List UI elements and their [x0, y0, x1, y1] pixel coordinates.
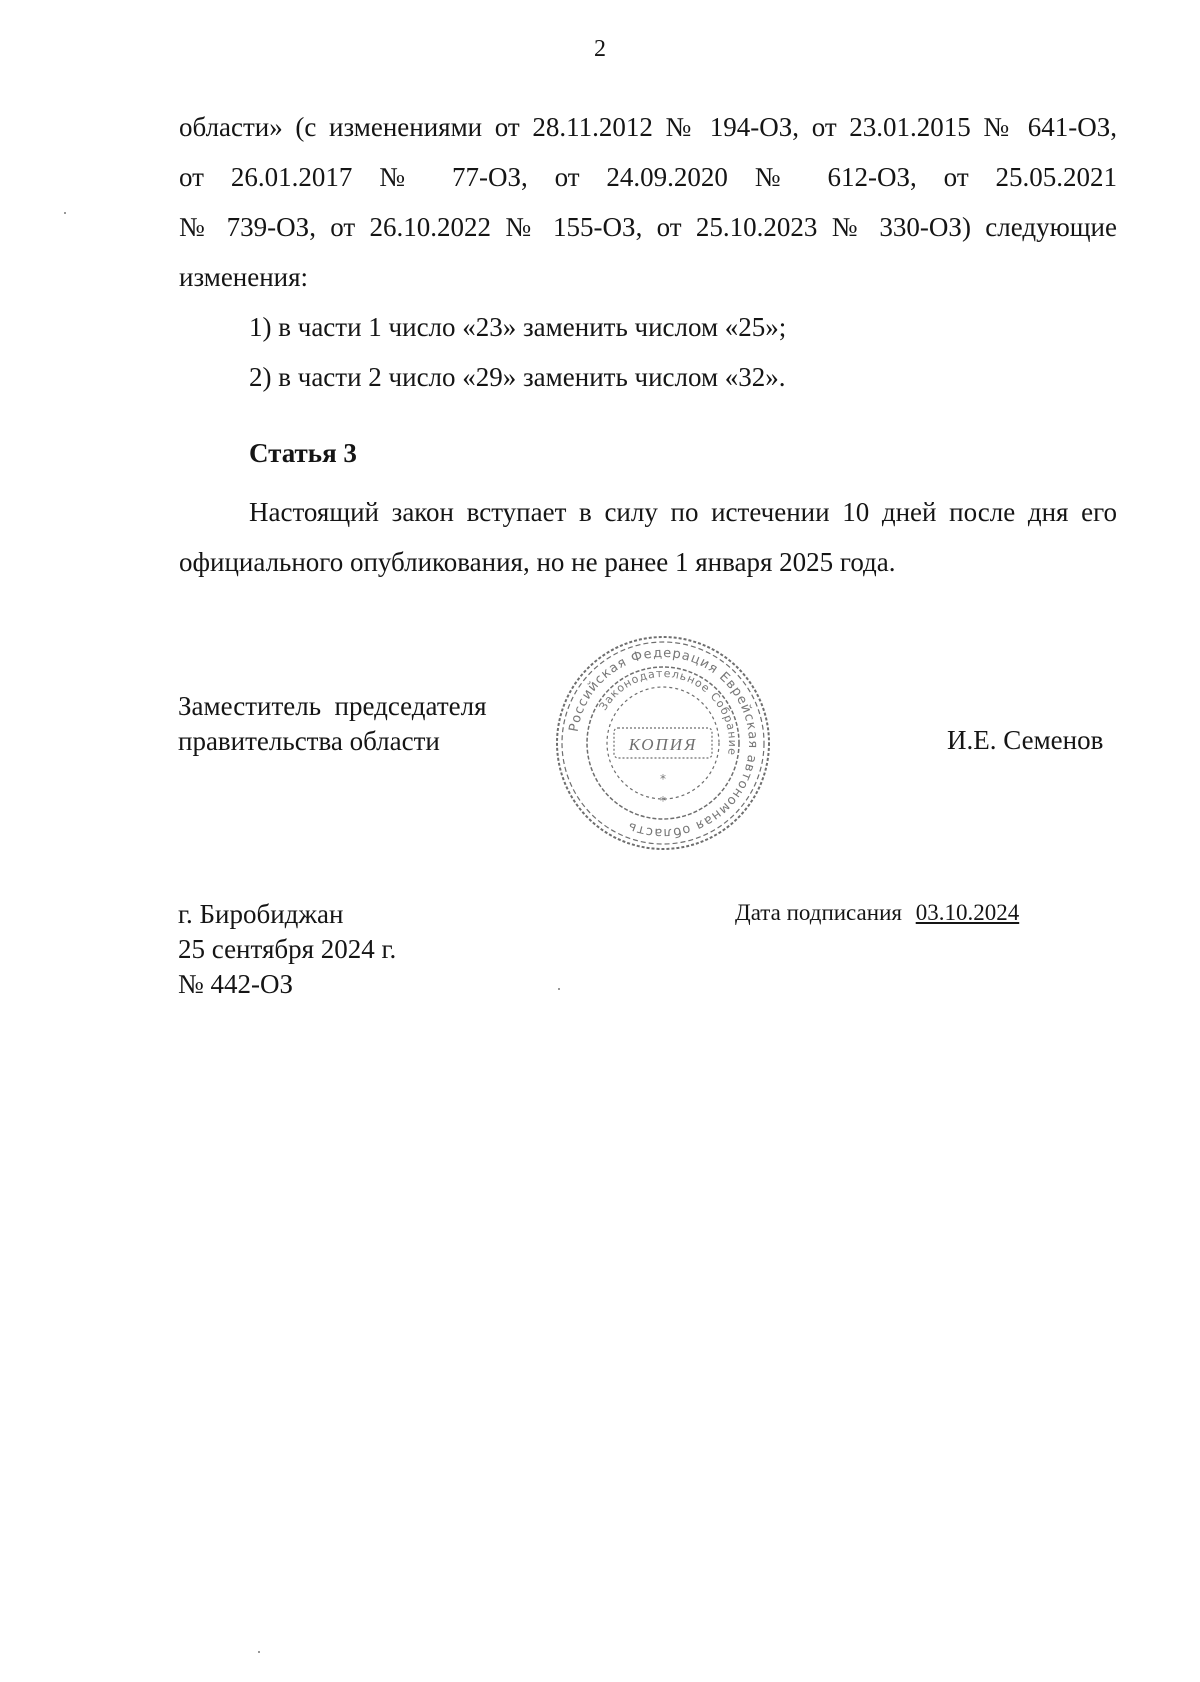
place-city: г. Биробиджан [178, 899, 344, 929]
paragraph-line: изменения: [179, 262, 309, 292]
signer-name: И.Е. Семенов [947, 725, 1104, 755]
continuation-paragraph [179, 102, 1117, 402]
paragraph-line: № 739-ОЗ, от 26.10.2022 № 155-ОЗ, от 25.10.2023 № 330-ОЗ) следующие [179, 212, 1117, 242]
page-number: 2 [594, 36, 606, 62]
article-heading: Статья 3 [249, 438, 357, 468]
law-number: № 442-ОЗ [178, 969, 294, 999]
scan-speck [64, 212, 66, 214]
signing-date [735, 898, 1019, 928]
svg-text:Законодательное Собрание: Законодательное Собрание [596, 666, 740, 757]
svg-text:Российская Федерация Еврейская: Российская Федерация Еврейская автономная область [566, 645, 761, 841]
scan-speck [558, 988, 560, 990]
place-date: 25 сентября 2024 г. [178, 934, 397, 964]
svg-text:*: * [660, 794, 666, 808]
signer-title [178, 689, 487, 759]
article-text: Настоящий закон вступает в силу по истечении 10 дней после дня его официального опубликования, но не ранее 1 января 2025 года. [179, 497, 1117, 577]
place-block [178, 897, 396, 1002]
signing-date-value: 03.10.2024 [915, 900, 1020, 925]
svg-text:*: * [660, 772, 666, 786]
signer-title-line: Заместитель председателя [178, 691, 487, 721]
paragraph-line: от 26.01.2017 № 77-ОЗ, от 24.09.2020 № 612-ОЗ, от 25.05.2021 [179, 162, 1117, 192]
list-item: 1) в части 1 число «23» заменить числом «25»; [249, 312, 787, 342]
official-seal [552, 632, 774, 854]
article-body [179, 487, 1117, 587]
scan-speck [258, 1651, 260, 1653]
signer-title-line: правительства области [178, 726, 440, 756]
paragraph-line: области» (с изменениями от 28.11.2012 № 194-ОЗ, от 23.01.2015 № 641-ОЗ, [179, 112, 1117, 142]
svg-text:КОПИЯ: КОПИЯ [628, 735, 698, 754]
list-item: 2) в части 2 число «29» заменить числом «32». [249, 362, 786, 392]
signing-date-label: Дата подписания [735, 900, 902, 925]
